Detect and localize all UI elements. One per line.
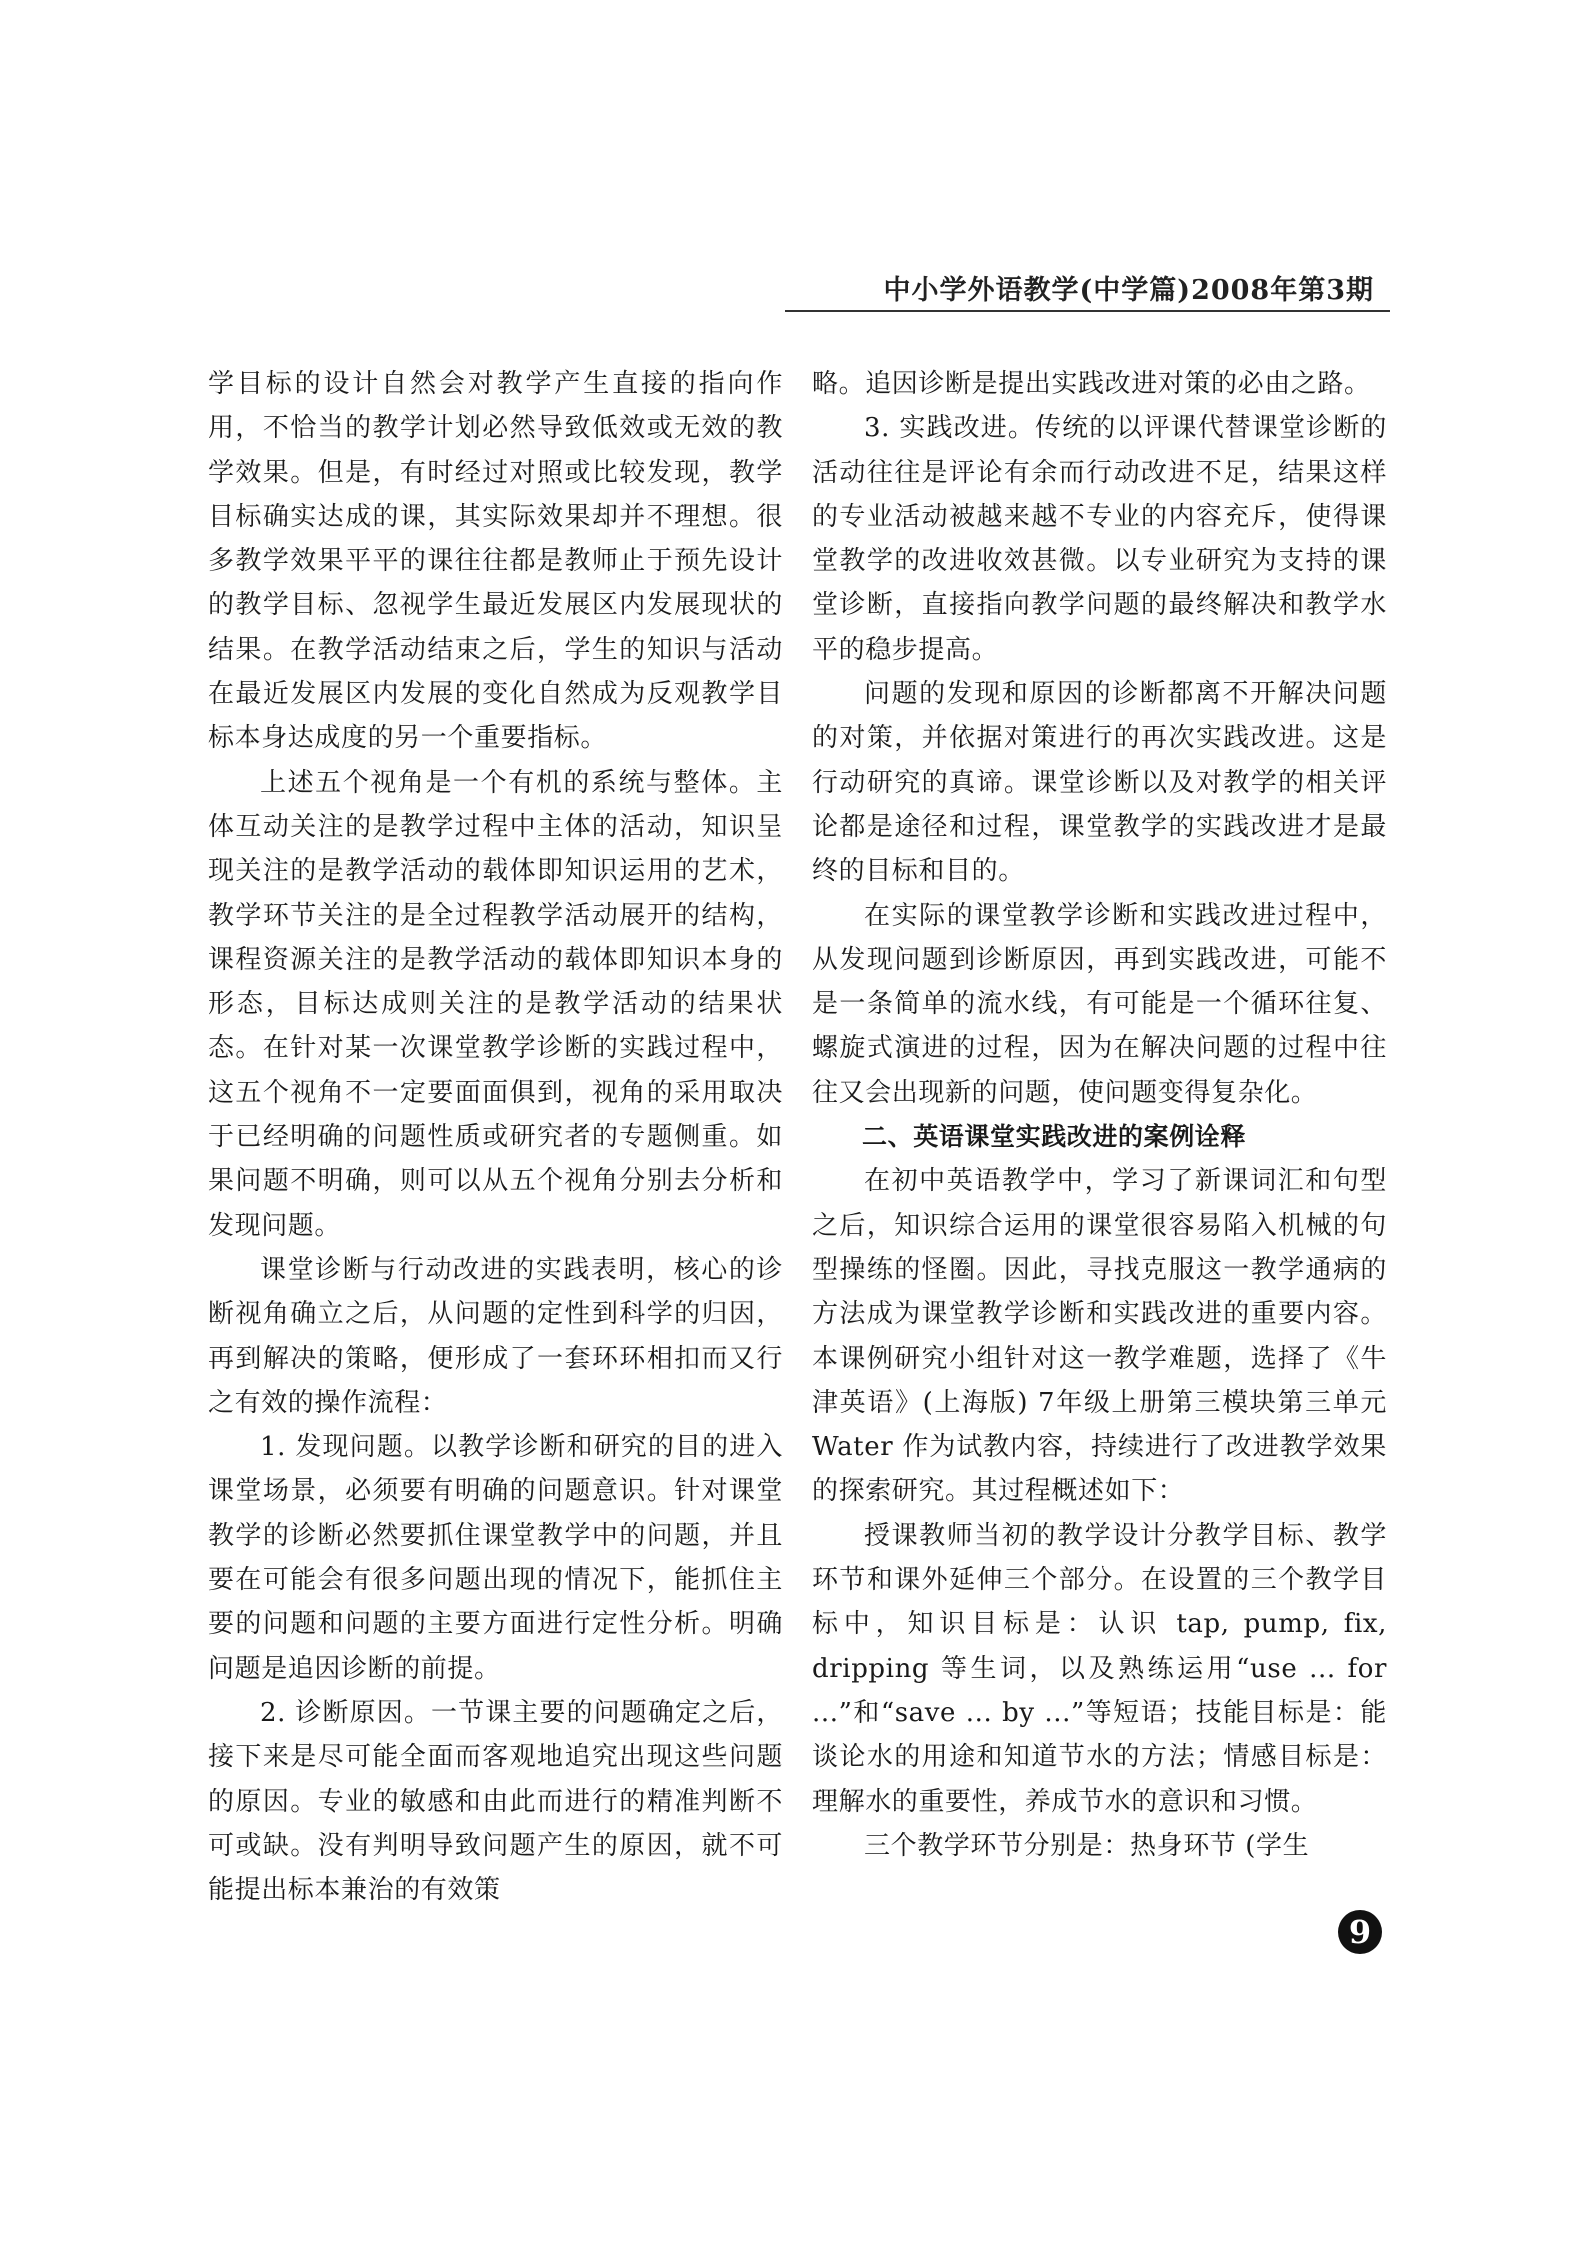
paragraph: 略。追因诊断是提出实践改进对策的必由之路。 [812,369,1371,399]
paragraph: 问题的发现和原因的诊断都离不开解决问题的对策，并依据对策进行的再次实践改进。这是行动研究的真谛。课堂诊断以及对教学的相关评论都是途径和过程，课堂教学的实践改进才是最终的目标和目的。 [812,679,1387,887]
paragraph: 课堂诊断与行动改进的实践表明，核心的诊断视角确立之后，从问题的定性到科学的归因，再到解决的策略，便形成了一套环环相扣而又行之有效的操作流程： [208,1254,783,1418]
paragraph: 上述五个视角是一个有机的系统与整体。主体互动关注的是教学过程中主体的活动，知识呈现关注的是教学活动的载体即知识运用的艺术，教学环节关注的是全过程教学活动展开的结构，课程资源关注的是教学活动的载体即知识本身的形态，目标达成则关注的是教学活动的结果状态。在针对某一次课堂教学诊断的实践过程中，这五个视角不一定要面面俱到，视角的采用取决于已经明确的问题性质或研究者的专题侧重。如果问题不明确，则可以从五个视角分别去分析和发现问题。 [208,767,783,1241]
paragraph: 三个教学环节分别是：热身环节 (学生 [864,1830,1310,1861]
paragraph: 在实际的课堂教学诊断和实践改进过程中，从发现问题到诊断原因，再到实践改进，可能不是一条简单的流水线，有可能是一个循环往复、螺旋式演进的过程，因为在解决问题的过程中往往又会出现新的问题，使问题变得复杂化。 [812,900,1387,1108]
paragraph: 授课教师当初的教学设计分教学目标、教学环节和课外延伸三个部分。在设置的三个教学目标中，知识目标是：认识 tap, pump, fix, dripping 等生词，以及熟练运用“use ... for ...”和“save ... by ...”等短语；技能目标是：能谈论水的用途和知道节水的方法；情感目标是：理解水的重要性，养成节水的意识和习惯。 [812,1520,1387,1817]
paragraph: 2. 诊断原因。一节课主要的问题确定之后，接下来是尽可能全面而客观地追究出现这些问题的原因。专业的敏感和由此而进行的精准判断不可或缺。没有判明导致问题产生的原因，就不可能提出标本兼治的有效策 [208,1697,783,1906]
paragraph: 在初中英语教学中，学习了新课词汇和句型之后，知识综合运用的课堂很容易陷入机械的句型操练的怪圈。因此，寻找克服这一教学通病的方法成为课堂教学诊断和实践改进的重要内容。本课例研究小组针对这一教学难题，选择了《牛津英语》(上海版) 7年级上册第三模块第三单元 Water 作为试教内容，持续进行了改进教学效果的探索研究。其过程概述如下： [812,1166,1387,1507]
paragraph: 3. 实践改进。传统的以评课代替课堂诊断的活动往往是评论有余而行动改进不足，结果这样的专业活动被越来越不专业的内容充斥，使得课堂教学的改进收效甚微。以专业研究为支持的课堂诊断，直接指向教学问题的最终解决和教学水平的稳步提高。 [812,413,1387,665]
right-column [812,362,1387,1868]
running-head: 中小学外语教学(中学篇)2008年第3期 [883,275,1374,306]
page-number: 9 [1338,1910,1382,1954]
header-rule [785,310,1390,312]
section-heading: 二、英语课堂实践改进的案例诠释 [862,1122,1247,1152]
left-column [208,362,783,1912]
paragraph: 学目标的设计自然会对教学产生直接的指向作用，不恰当的教学计划必然导致低效或无效的教学效果。但是，有时经过对照或比较发现，教学目标确实达成的课，其实际效果却并不理想。很多教学效果平平的课往往都是教师止于预先设计的教学目标、忽视学生最近发展区内发展现状的结果。在教学活动结束之后，学生的知识与活动在最近发展区内发展的变化自然成为反观教学目标本身达成度的另一个重要指标。 [208,369,783,754]
paragraph: 1. 发现问题。以教学诊断和研究的目的进入课堂场景，必须要有明确的问题意识。针对课堂教学的诊断必然要抓住课堂教学中的问题，并且要在可能会有很多问题出现的情况下，能抓住主要的问题和问题的主要方面进行定性分析。明确问题是追因诊断的前提。 [208,1432,783,1684]
